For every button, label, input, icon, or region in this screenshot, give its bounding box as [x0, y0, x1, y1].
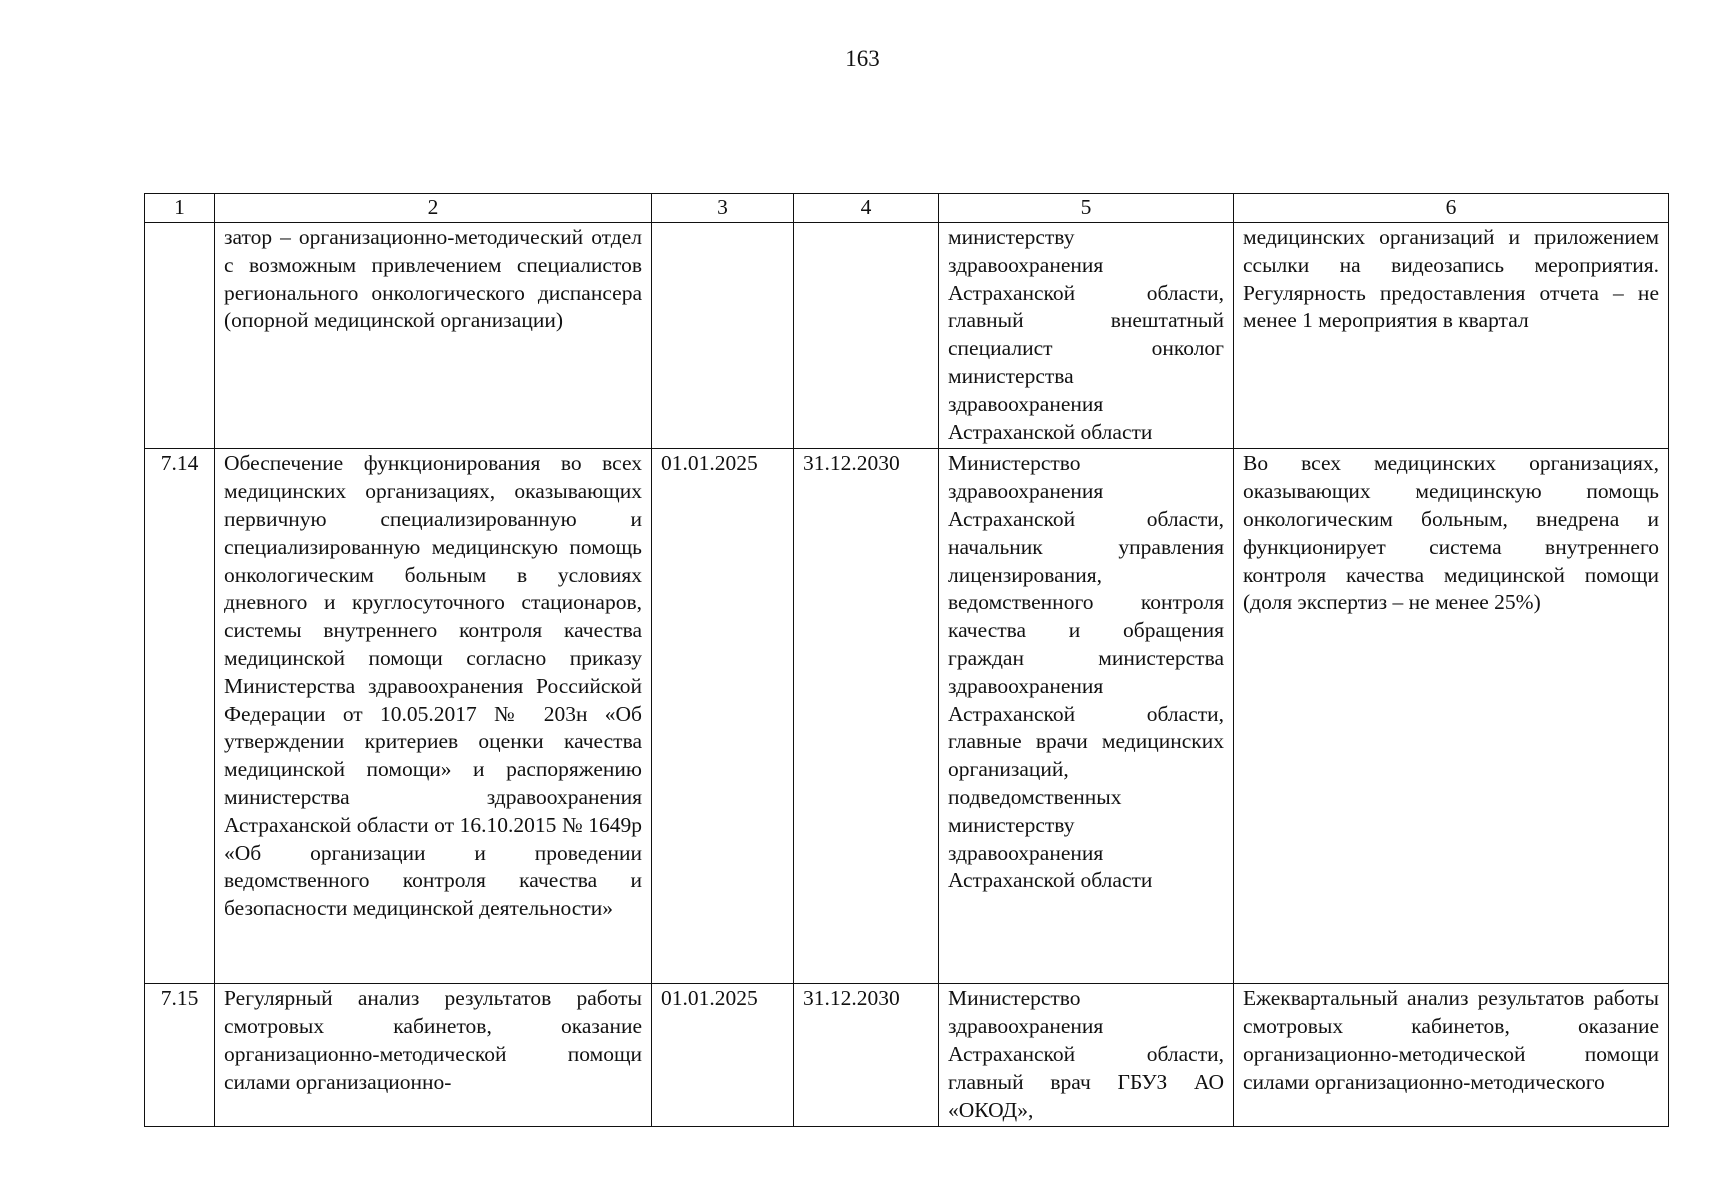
responsible-cell: Министерство здравоохранения Астраханской области, начальник управления лицензирования, ведомственного контроля качества и обращения граждан министерства здравоохранения Астраханской области, главные врачи медицинских организаций, подведомственных министерству здравоохранения Астраханской области: [939, 449, 1234, 984]
responsible-cell: министерству здравоохранения Астраханской области, главный внештатный специалист онколог министерства здравоохранения Астраханской области: [939, 223, 1234, 449]
end-date-cell: [794, 223, 939, 449]
activity-cell: Обеспечение функционирования во всех медицинских организациях, оказывающих первичную специализированную и специализированную медицинскую помощь онкологическим больным в условиях дневного и круглосуточного стационаров, системы внутреннего контроля качества медицинской помощи согласно приказу Министерства здравоохранения Российской Федерации от 10.05.2017 № 203н «Об утверждении критериев оценки качества медицинской помощи» и распоряжению министерства здравоохранения Астраханской области от 16.10.2015 № 1649р «Об организации и проведении ведомственного контроля качества и безопасности медицинской деятельности»: [215, 449, 652, 984]
row-number: 7.15: [145, 984, 215, 1127]
column-header-2: 2: [215, 194, 652, 223]
table-row: [145, 449, 1669, 984]
row-number: [145, 223, 215, 449]
responsible-cell: Министерство здравоохранения Астраханской области, главный врач ГБУЗ АО «ОКОД»,: [939, 984, 1234, 1127]
column-header-1: 1: [145, 194, 215, 223]
start-date-cell: 01.01.2025: [652, 984, 794, 1127]
page-number: 163: [845, 46, 880, 71]
start-date-cell: [652, 223, 794, 449]
table-header-row: [145, 194, 1669, 223]
column-header-5: 5: [939, 194, 1234, 223]
result-cell: Ежеквартальный анализ результатов работы смотровых кабинетов, оказание организационно-методической помощи силами организационно-методического: [1234, 984, 1669, 1127]
table-row: [145, 984, 1669, 1127]
column-header-3: 3: [652, 194, 794, 223]
end-date-cell: 31.12.2030: [794, 449, 939, 984]
plan-table-container: [144, 193, 1668, 1127]
activity-cell: Регулярный анализ результатов работы смотровых кабинетов, оказание организационно-методической помощи силами организационно-: [215, 984, 652, 1127]
activity-cell: затор – организационно-методический отдел с возможным привлечением специалистов регионального онкологического диспансера (опорной медицинской организации): [215, 223, 652, 449]
result-cell: Во всех медицинских организациях, оказывающих медицинскую помощь онкологическим больным, внедрена и функционирует система внутреннего контроля качества медицинской помощи (доля экспертиз – не менее 25%): [1234, 449, 1669, 984]
result-text: медицинских организаций и приложением ссылки на видеозапись мероприятия. Регулярность предоставления отчета – не менее 1 мероприятия в квартал: [1243, 225, 1659, 333]
column-header-4: 4: [794, 194, 939, 223]
result-cell: [1234, 223, 1669, 449]
table-row: [145, 223, 1669, 449]
start-date-cell: 01.01.2025: [652, 449, 794, 984]
row-number: 7.14: [145, 449, 215, 984]
column-header-6: 6: [1234, 194, 1669, 223]
plan-table: [144, 193, 1669, 1127]
end-date-cell: 31.12.2030: [794, 984, 939, 1127]
